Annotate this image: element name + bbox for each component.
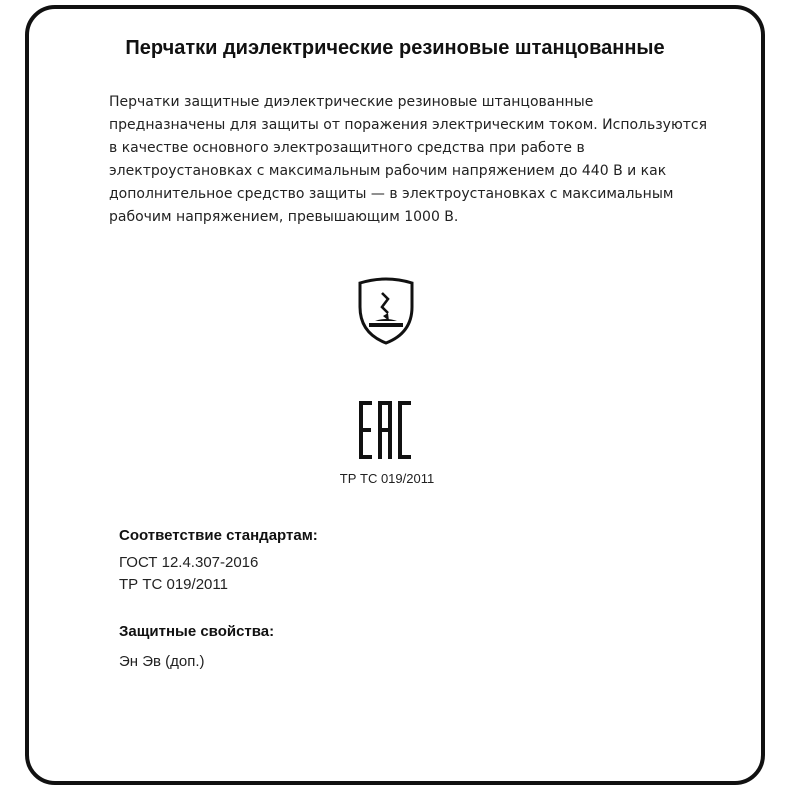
- product-info-card: [25, 5, 765, 785]
- standard-item-gost: ГОСТ 12.4.307-2016: [119, 554, 259, 571]
- product-description: Перчатки защитные диэлектрические резиновые штанцованные предназначены для защиты от поражения электрическим током. Используются в качестве основного электрозащитного средства при работе в электроустановках с максимальным рабочим напряжением до 440 В и как дополнительное средство защиты — в электроустановках с максимальным рабочим напряжением, превышающим 1000 В.: [109, 94, 708, 225]
- electrical-hazard-shield-icon: [356, 277, 416, 347]
- page-title: Перчатки диэлектрические резиновые штанцованные: [125, 37, 665, 59]
- eac-mark-icon: [359, 401, 413, 459]
- standards-heading: Соответствие стандартам:: [119, 527, 318, 544]
- protective-properties-heading: Защитные свойства:: [119, 623, 275, 640]
- protective-properties-value: Эн Эв (доп.): [119, 653, 205, 670]
- certification-regulation-text: ТР ТС 019/2011: [339, 471, 435, 486]
- standard-item-tr-ts: ТР ТС 019/2011: [119, 576, 228, 593]
